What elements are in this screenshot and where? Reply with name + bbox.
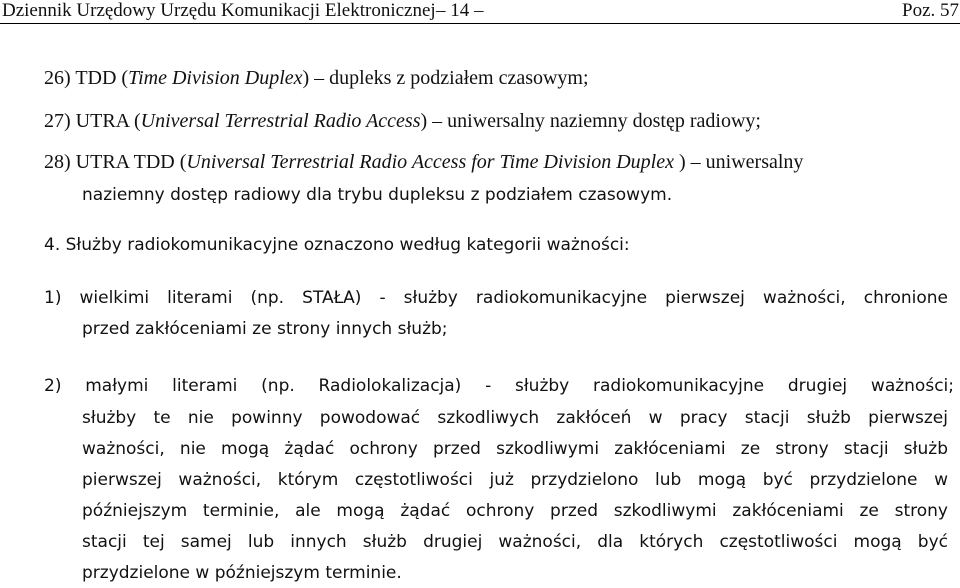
category-1-line-2: przed zakłóceniami ze strony innych służb; (82, 319, 448, 339)
definition-26 (44, 66, 589, 90)
paragraph-line: 2) małymi literami (np. Radiolokalizacja) - służby radiokomunikacyjne drugiej ważności; (44, 376, 954, 396)
category-2-line-6 (82, 531, 948, 553)
definition-number: 27) (44, 110, 76, 132)
paragraph-line: stacji tej samej lub innych służb drugiej ważności, dla których częstotliwości mogą być (82, 532, 948, 552)
definition-term: TDD ( (75, 67, 129, 89)
definition-text: ) – uniwersalny naziemny dostęp radiowy; (420, 110, 761, 132)
definition-english: Universal Terrestrial Radio Access (140, 110, 421, 132)
definition-text: ) – uniwersalny (674, 151, 804, 173)
definition-term: UTRA TDD ( (75, 151, 187, 173)
header-rule (0, 23, 960, 24)
page-number: – 14 – (436, 0, 484, 21)
paragraph-line: ważności, nie mogą żądać ochrony przed szkodliwymi zakłóceniami ze strony stacji służb (82, 439, 948, 459)
paragraph-line: 1) wielkimi literami (np. STAŁA) - służby radiokomunikacyjne pierwszej ważności, chronione (44, 288, 948, 308)
journal-title: Dziennik Urzędowy Urzędu Komunikacji Elektronicznej (2, 0, 436, 21)
page-header (0, 0, 960, 22)
category-2-line-2 (82, 407, 948, 429)
category-2-line-7: przydzielone w późniejszym terminie. (82, 563, 402, 583)
position-number: Poz. 57 (902, 0, 959, 21)
definition-27 (44, 109, 761, 133)
definition-english: Universal Terrestrial Radio Access for Time Division Duplex (186, 151, 674, 173)
definition-english: Time Division Duplex (128, 67, 303, 89)
category-2-line-1 (44, 375, 954, 397)
definition-term: UTRA ( (75, 110, 141, 132)
definition-28 (44, 150, 803, 174)
category-2-line-4 (82, 469, 948, 491)
definition-number: 26) (44, 67, 76, 89)
section-4-heading: 4. Służby radiokomunikacyjne oznaczono według kategorii ważności: (44, 235, 630, 255)
paragraph-line: pierwszej ważności, którym częstotliwości już przydzielono lub mogą być przydzielone w (82, 470, 948, 490)
category-2-line-3 (82, 438, 948, 460)
definition-text: ) – dupleks z podziałem czasowym; (302, 67, 589, 89)
definition-28-continuation: naziemny dostęp radiowy dla trybu dupleksu z podziałem czasowym. (82, 185, 673, 205)
category-1-line-1 (44, 287, 948, 309)
category-2-line-5 (82, 500, 948, 522)
paragraph-line: późniejszym terminie, ale mogą żądać ochrony przed szkodliwymi zakłóceniami ze strony (82, 501, 948, 521)
paragraph-line: służby te nie powinny powodować szkodliwych zakłóceń w pracy stacji służb pierwszej (82, 408, 948, 428)
definition-number: 28) (44, 151, 76, 173)
